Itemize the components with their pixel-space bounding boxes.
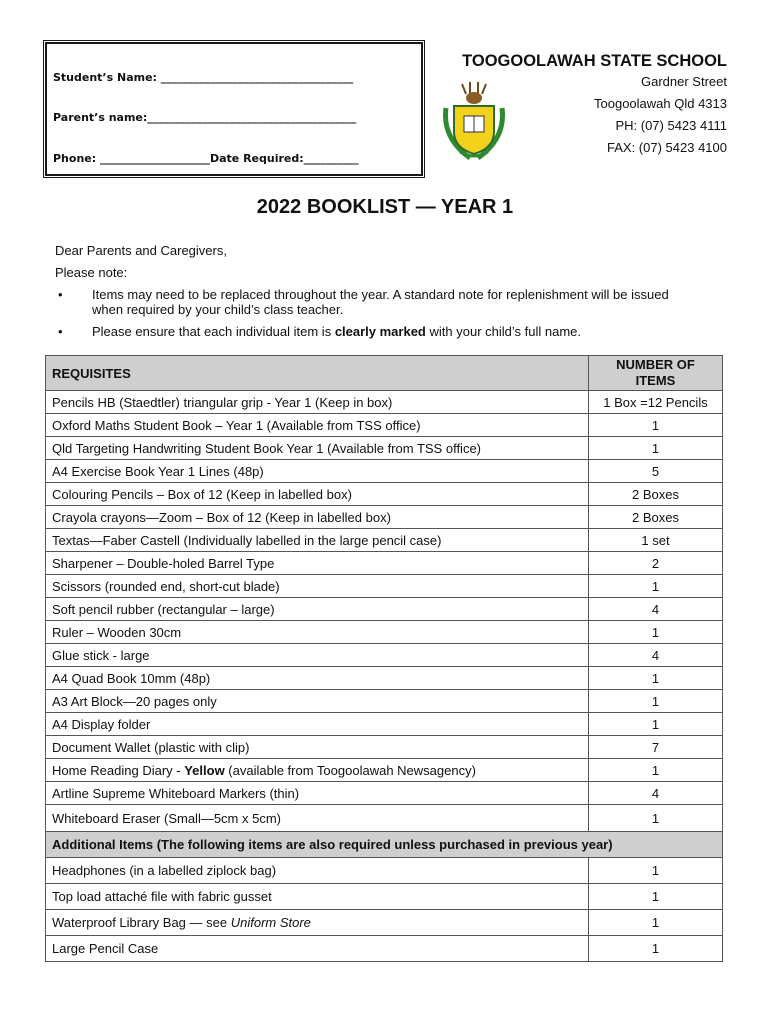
table-row <box>46 858 723 884</box>
note-marking-post: with your child’s full name. <box>425 324 581 339</box>
qty-cell: 1 <box>589 713 723 736</box>
qty-cell: 2 <box>589 552 723 575</box>
table-row <box>46 552 723 575</box>
item-cell: Oxford Maths Student Book – Year 1 (Available from TSS office) <box>46 414 589 437</box>
greeting: Dear Parents and Caregivers, <box>55 243 227 258</box>
student-name-field[interactable]: Student’s Name: ___________________________________ <box>53 71 354 84</box>
table-row <box>46 936 723 962</box>
table-row <box>46 391 723 414</box>
school-town: Toogoolawah Qld 4313 <box>594 96 727 111</box>
item-cell: Qld Targeting Handwriting Student Book Year 1 (Available from TSS office) <box>46 437 589 460</box>
table-row <box>46 644 723 667</box>
item-cell: Document Wallet (plastic with clip) <box>46 736 589 759</box>
header-qty-line2: ITEMS <box>635 373 676 388</box>
qty-cell: 1 Box =12 Pencils <box>589 391 723 414</box>
note-marking-pre: Please ensure that each individual item is <box>92 324 335 339</box>
qty-cell: 1 <box>589 936 723 962</box>
qty-cell: 2 Boxes <box>589 483 723 506</box>
school-street: Gardner Street <box>641 74 727 89</box>
table-row <box>46 437 723 460</box>
note-marking-bold: clearly marked <box>334 324 426 339</box>
library-pre: Waterproof Library Bag — see <box>52 915 231 930</box>
table-row <box>46 575 723 598</box>
qty-cell: 1 <box>589 759 723 782</box>
qty-cell: 4 <box>589 644 723 667</box>
qty-cell: 1 <box>589 575 723 598</box>
bullet-marker: • <box>58 324 63 339</box>
item-cell: Pencils HB (Staedtler) triangular grip - Year 1 (Keep in box) <box>46 391 589 414</box>
item-cell: Soft pencil rubber (rectangular – large) <box>46 598 589 621</box>
item-cell: Whiteboard Eraser (Small—5cm x 5cm) <box>46 805 589 832</box>
item-cell: Scissors (rounded end, short-cut blade) <box>46 575 589 598</box>
qty-cell: 1 <box>589 884 723 910</box>
header-qty-line1: NUMBER OF <box>616 357 695 372</box>
table-row <box>46 690 723 713</box>
qty-cell: 4 <box>589 782 723 805</box>
qty-cell: 1 <box>589 621 723 644</box>
booklist-table <box>45 355 723 962</box>
diary-post: (available from Toogoolawah Newsagency) <box>224 762 476 778</box>
table-row <box>46 529 723 552</box>
item-cell: Sharpener – Double-holed Barrel Type <box>46 552 589 575</box>
school-name: TOOGOOLAWAH STATE SCHOOL <box>462 52 727 70</box>
table-row <box>46 782 723 805</box>
item-cell: A4 Quad Book 10mm (48p) <box>46 667 589 690</box>
table-row <box>46 621 723 644</box>
section-row <box>46 832 723 858</box>
qty-cell: 1 set <box>589 529 723 552</box>
table-row <box>46 910 723 936</box>
table-row <box>46 759 723 782</box>
item-cell: A3 Art Block—20 pages only <box>46 690 589 713</box>
table-row <box>46 736 723 759</box>
qty-cell: 2 Boxes <box>589 506 723 529</box>
qty-cell: 7 <box>589 736 723 759</box>
diary-bold: Yellow <box>184 762 225 778</box>
page-title: 2022 BOOKLIST — YEAR 1 <box>256 196 514 218</box>
library-italic: Uniform Store <box>230 915 311 930</box>
school-phone: PH: (07) 5423 4111 <box>615 118 727 133</box>
note-replacement: Items may need to be replaced throughout the year. A standard note for replenishment will be issued when required by your child’s class teacher. <box>92 287 669 317</box>
item-cell: Colouring Pencils – Box of 12 (Keep in labelled box) <box>46 483 589 506</box>
table-row <box>46 713 723 736</box>
item-cell: Large Pencil Case <box>46 936 589 962</box>
item-cell: Artline Supreme Whiteboard Markers (thin) <box>46 782 589 805</box>
table-header <box>46 356 723 391</box>
table-row <box>46 506 723 529</box>
item-cell: Glue stick - large <box>46 644 589 667</box>
qty-cell: 1 <box>589 910 723 936</box>
student-info-box <box>45 42 423 176</box>
header-requisites: REQUISITES <box>46 356 589 391</box>
item-cell: Crayola crayons—Zoom – Box of 12 (Keep in labelled box) <box>46 506 589 529</box>
table-row <box>46 483 723 506</box>
table-row <box>46 805 723 832</box>
item-cell: Top load attaché file with fabric gusset <box>46 884 589 910</box>
bullet-marker: • <box>58 287 63 302</box>
additional-items-heading: Additional Items (The following items are also required unless purchased in previous year) <box>46 832 723 858</box>
school-fax: FAX: (07) 5423 4100 <box>607 140 727 155</box>
qty-cell: 1 <box>589 858 723 884</box>
table-row <box>46 460 723 483</box>
diary-pre: Home Reading Diary - <box>52 762 185 778</box>
item-cell: Textas—Faber Castell (Individually labelled in the large pencil case) <box>46 529 589 552</box>
table-row <box>46 667 723 690</box>
note-marking <box>92 324 702 339</box>
qty-cell: 1 <box>589 437 723 460</box>
item-cell <box>46 910 589 936</box>
qty-cell: 1 <box>589 667 723 690</box>
table-row <box>46 884 723 910</box>
item-cell: A4 Exercise Book Year 1 Lines (48p) <box>46 460 589 483</box>
header-number-of-items <box>589 356 723 391</box>
item-cell: Headphones (in a labelled ziplock bag) <box>46 858 589 884</box>
table-row <box>46 598 723 621</box>
qty-cell: 4 <box>589 598 723 621</box>
qty-cell: 1 <box>589 690 723 713</box>
qty-cell: 5 <box>589 460 723 483</box>
qty-cell: 1 <box>589 805 723 832</box>
parent-name-field[interactable]: Parent’s name:______________________________________ <box>53 111 357 124</box>
item-cell: Ruler – Wooden 30cm <box>46 621 589 644</box>
school-crest-icon <box>440 78 508 162</box>
phone-date-field[interactable]: Phone: ____________________Date Required:__________ <box>53 152 359 165</box>
table-row <box>46 414 723 437</box>
note-label: Please note: <box>55 265 128 280</box>
item-cell: A4 Display folder <box>46 713 589 736</box>
item-cell <box>46 759 589 782</box>
qty-cell: 1 <box>589 414 723 437</box>
